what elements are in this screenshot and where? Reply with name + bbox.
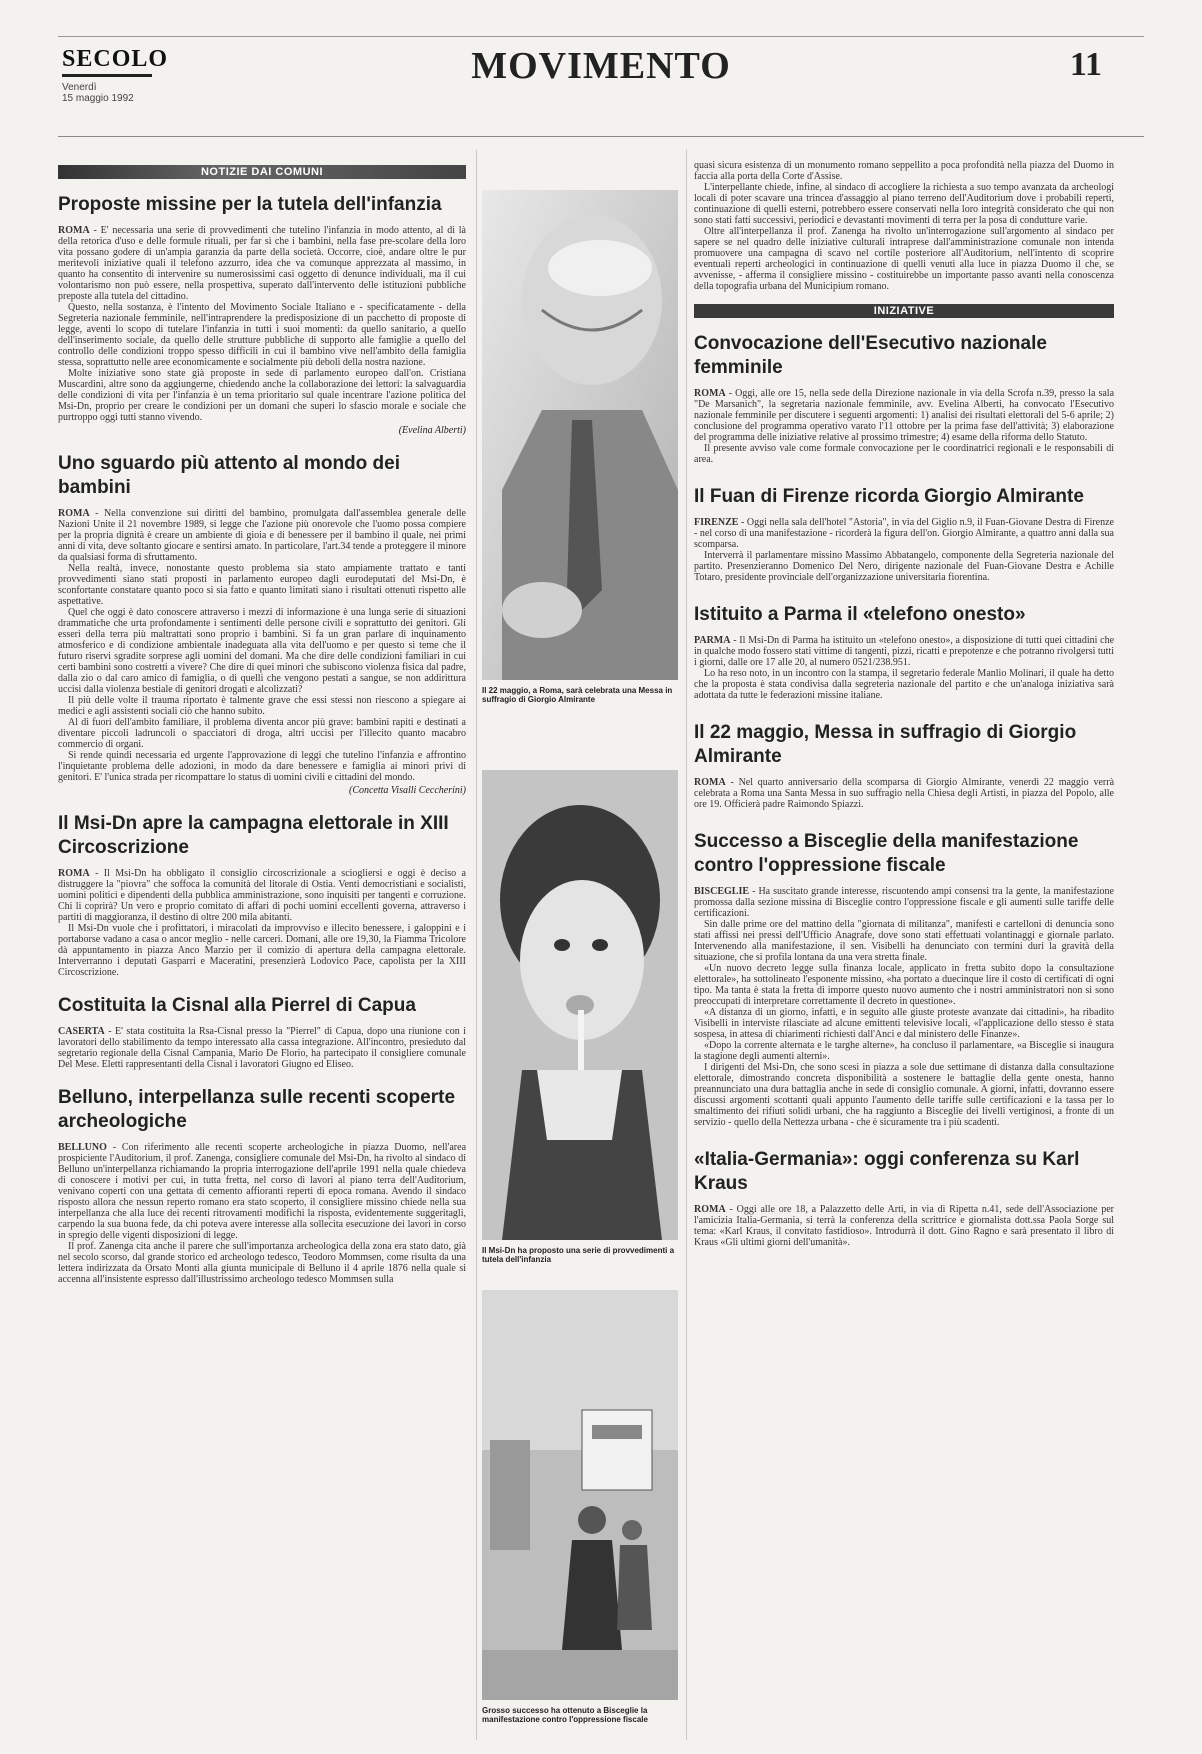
article-paragraph [58,868,466,923]
article-headline: Istituito a Parma il «telefono onesto» [694,604,1026,625]
paragraph-text: - Il Msi-Dn di Parma ha istituito un «telefono onesto», a disposizione di tutti quei cittadini che in qualche modo fossero stati vittime di tangenti, pizzi, ricatti e prepotenze e che potranno rivolgersi tutti i giorni, dalle ore 17 alle 20, al numero 0521/238.951. [694,635,1114,668]
section-bar-notizie: NOTIZIE DAI COMUNI [58,165,466,179]
article [58,812,466,978]
article [58,1086,466,1285]
article [694,1148,1114,1248]
article-headline: Costituita la Cisnal alla Pierrel di Capua [58,995,416,1016]
article-body [58,1026,466,1070]
article-paragraph [694,517,1114,550]
article-paragraph: Nella realtà, invece, nonostante questo problema sia stato ampiamente trattato e tanti provvedimenti siano stati proposti in parlamento europeo dagli eurodeputati del Msi-Dn, è sconfortante constatare quanto poco si sia fatto e quanto limitati siano i risultati ottenuti rispetto alle aspettative. [58,563,466,607]
article-paragraph [694,1204,1114,1248]
article-headline: Belluno, interpellanza sulle recenti scoperte archeologiche [58,1087,456,1132]
article [694,721,1114,810]
article [694,332,1114,465]
dateline: ROMA [694,777,726,788]
left-articles [58,193,466,1285]
paragraph-text: - Oggi nella sala dell'hotel "Astoria", in via del Giglio n.9, il Fuan-Giovane Destra di Firenze - nel corso di una manifestazione - ricorderà la figura dell'on. Giorgio Almirante, a quattro anni dalla sua scomparsa. [694,517,1114,550]
article [58,452,466,796]
article-paragraph: «A distanza di un giorno, infatti, e in seguito alle giuste proteste avanzate dai cittadini», ha ribadito Visibelli in interviste rilasciate ad alcune emittenti televisive locali, «l'applicazione dello stesso è stata sospesa, in attesa di chiarimenti richiesti dall'Anci e dal ministero delle Finanze». [694,1007,1114,1040]
article-paragraph: Sin dalle prime ore del mattino della "giornata di militanza", manifesti e cartelloni di denuncia sono stati affissi nei pressi dell'Ufficio Anagrafe, dove sono stati effettuati volantinaggi e giornale parlato. Intervenendo alla manifestazione, il sen. Visibelli ha denunciato con termini duri la gravità della situazione, che si profila lontana da una vera stretta finale. [694,919,1114,963]
section-bar-iniziative: INIZIATIVE [694,304,1114,318]
dateline: PARMA [694,635,731,646]
dateline: ROMA [694,388,726,399]
article-paragraph: Molte iniziative sono state già proposte in sede di parlamento europeo dall'on. Cristiana Muscardini, altre sono da aggiungerne, chiedendo anche la collaborazione dei lettori: la salvaguardia delle condizioni di vita per l'infanzia è un tema prioritario sul quale incentrare l'azione politica del Msi-Dn, proprio per creare le condizioni per un domani che superi lo sfascio morale e sociale che purtroppo oggi tutti stanno vivendo. [58,368,466,423]
photo-almirante [482,190,678,680]
paragraph-text: - Con riferimento alle recenti scoperte archeologiche in piazza Duomo, nell'area prospiciente l'Auditorium, il prof. Zanenga, consigliere comunale del Msi-Dn, ha rivolto al sindaco di Belluno un'interpellanza richiamando la propria interrogazione dell'aprile 1991 nella quale chiedeva di conoscere i motivi per cui, in tutta fretta, nel corso di lavori al piano terra dell'Auditorium, venivano coperti con una gettata di cemento affioranti reperti di epoca romana. Avendo il sindaco risposto allora che nessun reperto romano era stato scoperto, il consigliere missino chiede nella sua interpellanza che alla luce dei recenti ritrovamenti modifichi la risposta, evidentemente suggeritagli, carpendo la sua buona fede, da chi poteva avere interesse alla sollecita esecuzione dei lavori in corso in spregio delle vigenti disposizioni di legge. [58,1142,466,1241]
issue-full-date: 15 maggio 1992 [62,93,134,104]
caption-bisceglie: Grosso successo ha ottenuto a Bisceglie la manifestazione contro l'oppressione fiscale [482,1706,648,1724]
article-body [58,508,466,783]
right-articles [694,332,1114,1248]
article-body [58,868,466,978]
paragraph-text: - Nella convenzione sui diritti del bambino, promulgata dall'assemblea generale delle Nazioni Unite il 21 novembre 1989, si legge che l'azione più onorevole che l'uomo possa compiere per la propria dignità è creare un ambiente di gioia e di benessere per il bambino il quale, nei primi anni di vita, deve soltanto giocare e sentirsi amato. In particolare, l'art.34 tende a proteggere il minore da qualsiasi forma di sfruttamento. [58,508,466,563]
child-photo [482,770,678,1240]
photo-child [482,770,678,1240]
dateline: BISCEGLIE [694,886,750,897]
masthead-rule [58,136,1144,137]
article-headline: Il 22 maggio, Messa in suffragio di Giorgio Almirante [694,722,1077,767]
article-paragraph: Al di fuori dell'ambito familiare, il problema diventa ancor più grave: bambini rapiti e destinati a diventare piccoli ladruncoli o spacciatori di droga, altri uccisi per l'illecito quanto macabro commercio di organi. [58,717,466,750]
paragraph-text: - E' necessaria una serie di provvedimenti che tutelino l'infanzia in modo attento, al di là della retorica d'uso e delle formule rituali, per far sì che i bambini, nella fase pre-scolare della loro vita possano godere di un'ampia garanzia da parte della società. Occorre, cioè, andare oltre le pur meritevoli iniziative quali il telefono azzurro, idea che va comunque apprezzata al massimo, in quanto ha consentito di intervenire su numerosissimi casi oggetto di denunce individuali, ma il cui volontarismo non può essere, nella prospettiva, superato dall'intervento delle istituzioni pubbliche preposte alla tutela del cittadino. [58,225,466,302]
article-body [694,635,1114,701]
article-paragraph: Lo ha reso noto, in un incontro con la stampa, il segretario federale Manlio Molinari, il quale ha detto che la proposta è stata condivisa dalla segreteria nazionale del partito e che un'analoga iniziativa sarà adottata da tutte le federazioni missine italiane. [694,668,1114,701]
article-paragraph [694,777,1114,810]
article-body [694,1204,1114,1248]
article-paragraph: Si rende quindi necessaria ed urgente l'approvazione di leggi che tutelino l'infanzia e affrontino l'inquietante problema delle adozioni, in modo da dare benessere e famiglia ai minori privi di genitori. E' l'unica strada per ricompattare lo status di uomini civili e cittadini del mondo. [58,750,466,783]
portrait-photo [482,190,678,680]
article-headline: Proposte missine per la tutela dell'infanzia [58,194,442,215]
article-headline: Successo a Bisceglie della manifestazione contro l'oppressione fiscale [694,831,1079,876]
paragraph-text: - Nel quarto anniversario della scomparsa di Giorgio Almirante, venerdì 22 maggio verrà celebrata a Roma una Santa Messa in suo suffragio nella Chiesa degli Artisti, in piazza del Popolo, alle ore 19. Officierà padre Raimondo Spiazzi. [694,777,1114,810]
article-paragraph [58,508,466,563]
dateline: CASERTA [58,1026,105,1037]
article-paragraph: Il più delle volte il trauma riportato è talmente grave che essi stessi non riescono a spiegare ai medici e agli assistenti sociali ciò che hanno subito. [58,695,466,717]
article [694,603,1114,701]
article [58,994,466,1070]
article-paragraph: «Dopo la corrente alternata e le targhe alterne», ha concluso il parlamentare, «a Bisceglie si inaugura la stagione degli aumenti alterni». [694,1040,1114,1062]
dateline: FIRENZE [694,517,739,528]
article-paragraph: «Un nuovo decreto legge sulla finanza locale, applicato in fretta subito dopo la consultazione elettorale», ha sottolineato l'esponente missino, «ha portato a duecinque lire il costo di certificati di ogni tipo. Ma tanta è stata la fretta di imporre questo nuovo aumento che i nostri amministratori non si sono preoccupati di interpretare correttamente il decreto in questione». [694,963,1114,1007]
issue-day: Venerdì [62,82,97,93]
caption-almirante: Il 22 maggio, a Roma, sarà celebrata una Messa in suffragio di Giorgio Almirante [482,686,673,704]
section-title: MOVIMENTO [471,45,731,87]
demonstration-photo [482,1290,678,1700]
article-body [694,886,1114,1128]
photo-bisceglie [482,1290,678,1700]
dateline: ROMA [58,225,90,236]
continuation-text [694,160,1114,292]
column-rule [686,150,687,1740]
article-body [694,388,1114,465]
article-body [694,777,1114,810]
newspaper-logo: SECOLO [62,46,169,72]
caption-child: Il Msi-Dn ha proposto una serie di provvedimenti a tutela dell'infanzia [482,1246,675,1264]
article [694,485,1114,583]
article-headline: Uno sguardo più attento al mondo dei bambini [58,453,400,498]
article-headline: Il Fuan di Firenze ricorda Giorgio Almirante [694,486,1084,507]
dateline: ROMA [58,508,90,519]
article-paragraph: Il Msi-Dn vuole che i profittatori, i miracolati da improvviso e illecito benessere, i galoppini e i portaborse vadano a casa o ancor meglio - nelle carceri. Domani, alle ore 19,30, la Fiamma Tricolore dà appuntamento in piazza Anco Marzio per il comizio di apertura della campagna elettorale. Interverranno i deputati Gasparri e Maceratini, presenzierà Lodovico Pace, capolista per la XIII Circoscrizione. [58,923,466,978]
right-column [694,160,1114,1740]
article-headline: Il Msi-Dn apre la campagna elettorale in XIII Circoscrizione [58,813,449,858]
article-signature: (Evelina Alberti) [398,425,466,436]
dateline: ROMA [694,1204,726,1215]
article-paragraph [58,225,466,302]
article-paragraph: I dirigenti del Msi-Dn, che sono scesi in piazza a sole due settimane di distanza dalla consultazione elettorale, dimostrando concreta disponibilità a sostenere le battaglie della gente onesta, hanno preannunciato una dura battaglia anche in sede di consiglio comunale. A giorni, infatti, dovranno essere discussi argomenti scottanti quali appunto l'aumento delle tariffe sulle certificazioni e la tassa per lo smaltimento dei rifiuti solidi urbani, che ha raggiunto a Bisceglie dei livelli vertiginosi, a fronte di un servizio - quello della Nettezza urbana - che è sicuramente tra i più scadenti. [694,1062,1114,1128]
column-rule [476,150,477,1740]
paragraph-text: - E' stata costituita la Rsa-Cisnal presso la "Pierrel" di Capua, dopo una riunione con i lavoratori dello stabilimento da tempo interessato alla cassa integrazione. All'incontro, presieduto dal segretario regionale della Cisnal Campania, Mario De Florio, ha partecipato il consigliere comunale Del Mese. Eletti rappresentanti della Cisnal i lavoratori Giugno ed Eliseo. [58,1026,466,1070]
article-paragraph [694,388,1114,443]
article-body [58,225,466,423]
article-paragraph: Interverrà il parlamentare missino Massimo Abbatangelo, componente della Segreteria nazionale del partito. Presenzieranno Domenico Del Nero, dirigente nazionale del Fuan-Giovane Destra e Achille Totaro, presidente provinciale dell'organizzazione universitaria fiorentina. [694,550,1114,583]
article-paragraph: Il prof. Zanenga cita anche il parere che sull'importanza archeologica della zona era stato dato, già nel secolo scorso, dal grande storico ed archeologo tedesco, Teodoro Mommsen, come risulta da una lettera indirizzata da Orsato Monti alla giunta municipale di Belluno il 4 aprile 1876 nella quale si accenna all'insistente espresso dall'illustrissimo archeologo tedesco Mommsen sulla [58,1241,466,1285]
article-body [694,517,1114,583]
article [694,830,1114,1128]
paragraph-text: - Oggi, alle ore 15, nella sede della Direzione nazionale in via della Scrofa n.39, presso la sala "De Marsanich", la segretaria nazionale femminile, avv. Evelina Alberti, ha convocato l'Esecutivo nazionale femminile per discutere i seguenti argomenti: 1) analisi dei risultati elettorali del 5-6 aprile; 2) conclusione del programma operativo varato l'11 ottobre per la prima fase dell'attività; 3) elaborazione del programma delle iniziative relative al prossimo trimestre; 4) esame della riforma dello Statuto. [694,388,1114,443]
article-signature: (Concetta Visalli Ceccherini) [348,785,466,796]
article-headline: «Italia-Germania»: oggi conferenza su Karl Kraus [694,1149,1080,1194]
article-paragraph: quasi sicura esistenza di un monumento romano seppellito a poca profondità nella piazza del Duomo in faccia alla porta della Corte d'Assise. [694,160,1114,182]
article-paragraph: Questo, nella sostanza, è l'intento del Movimento Sociale Italiano e - specificatamente - della Segreteria nazionale femminile, nell'intraprendere la predisposizione di un pacchetto di proposte di legge, aventi lo scopo di tutelare l'infanzia in tutti i suoi momenti: da quello sanitario, a quello dell'inserimento sociale, da quello delle strutture pubbliche di supporto alle famiglie a quello del controllo delle condizioni troppo spesso difficili in cui il bambino vive nell'ambito della famiglia stessa, soprattutto nelle aree economicamente e socialmente più deboli della nostra nazione. [58,302,466,368]
article-paragraph: Quel che oggi è dato conoscere attraverso i mezzi di informazione è una lunga serie di situazioni drammatiche che urta profondamente i sentimenti delle persone civili e soprattutto dei genitori. Gli esseri della terra più maltrattati sono proprio i bambini. Si fa un gran parlare di inquinamento atmosferico e di condizione ambientale inadeguata alla vita dell'uomo e per questo si teme che il futuro riservi sgradite sorprese agli uomini del domani. Ma che dire delle condizioni familiari in cui certi bambini sono costretti a vivere? Che dire di quei minori che subiscono violenza fisica dal padre, dalla zio o dal caro amico di famiglia, o di quelli che vengono pestati a sangue, se non addirittura uccisi dalla violenza bestiale di genitori drogati e alcolizzati? [58,607,466,695]
article-paragraph [694,886,1114,919]
article-body [58,1142,466,1285]
article-paragraph: L'interpellante chiede, infine, al sindaco di accogliere la richiesta a suo tempo avanzata da archeologi locali di poter scavare una trincea d'assaggio al piano terreno dell'Auditorium dove i probabili reperti, continuazione di quelli esterni, potrebbero essere conservati nella loro integrità considerato che qui non sono stati fatti successivi, periodici e devastanti movimenti di terra per la posa di condutture varie. [694,182,1114,226]
article-headline: Convocazione dell'Esecutivo nazionale femminile [694,333,1047,378]
paragraph-text: - Ha suscitato grande interesse, riscuotendo ampi consensi tra la gente, la manifestazione promossa dalla sezione missina di Bisceglie contro l'oppressione fiscale e gli aumenti sulle tariffe delle certificazioni. [694,886,1114,919]
dateline: ROMA [58,868,90,879]
article-paragraph: Il presente avviso vale come formale convocazione per le coordinatrici regionali e le responsabili di area. [694,443,1114,465]
article [58,193,466,436]
article-paragraph [694,635,1114,668]
article-paragraph: Oltre all'interpellanza il prof. Zanenga ha rivolto un'interrogazione sull'argomento al sindaco per sapere se nel quadro delle iniziative culturali intraprese dall'amministrazione comunale non intenda promuovere una campagna di scavo nel cortile posteriore all'Auditorium, nell'intento di scoprire eventuali reperti archeologici in continuazione di quelli venuti alla luce in piazza Duomo il che, se avvenisse, - afferma il consigliere missino - costituirebbe un importante passo avanti nella conoscenza della topografia urbana del Municipium romano. [694,226,1114,292]
paragraph-text: - Il Msi-Dn ha obbligato il consiglio circoscrizionale a sciogliersi e oggi è deciso a distruggere la "piovra" che soffoca la comunità del litorale di Ostia. Venti democristiani e socialisti, uomini politici e dipendenti della pubblica amministrazione, sono inquisiti per tangenti e corruzione. Chi li coprirà? Un vero e proprio comitato di affari di pochi uomini eccellenti governa, attraverso i partiti di maggioranza, il destino di oltre 200 mila abitanti. [58,868,466,923]
paragraph-text: - Oggi alle ore 18, a Palazzetto delle Arti, in via di Ripetta n.41, sede dell'Associazione per l'amicizia Italia-Germania, si terrà la conferenza della scrittrice e giornalista dott.ssa Paola Sorge sul tema: «Karl Kraus, il convitato fastidioso». Introdurrà il dott. Gino Ragno e sarà presentato il libro di Kraus «Gli ultimi giorni dell'umanità». [694,1204,1114,1248]
article-paragraph [58,1142,466,1241]
article-paragraph [58,1026,466,1070]
left-column [58,165,466,1740]
dateline: BELLUNO [58,1142,107,1153]
page-number: 11 [1069,46,1102,83]
